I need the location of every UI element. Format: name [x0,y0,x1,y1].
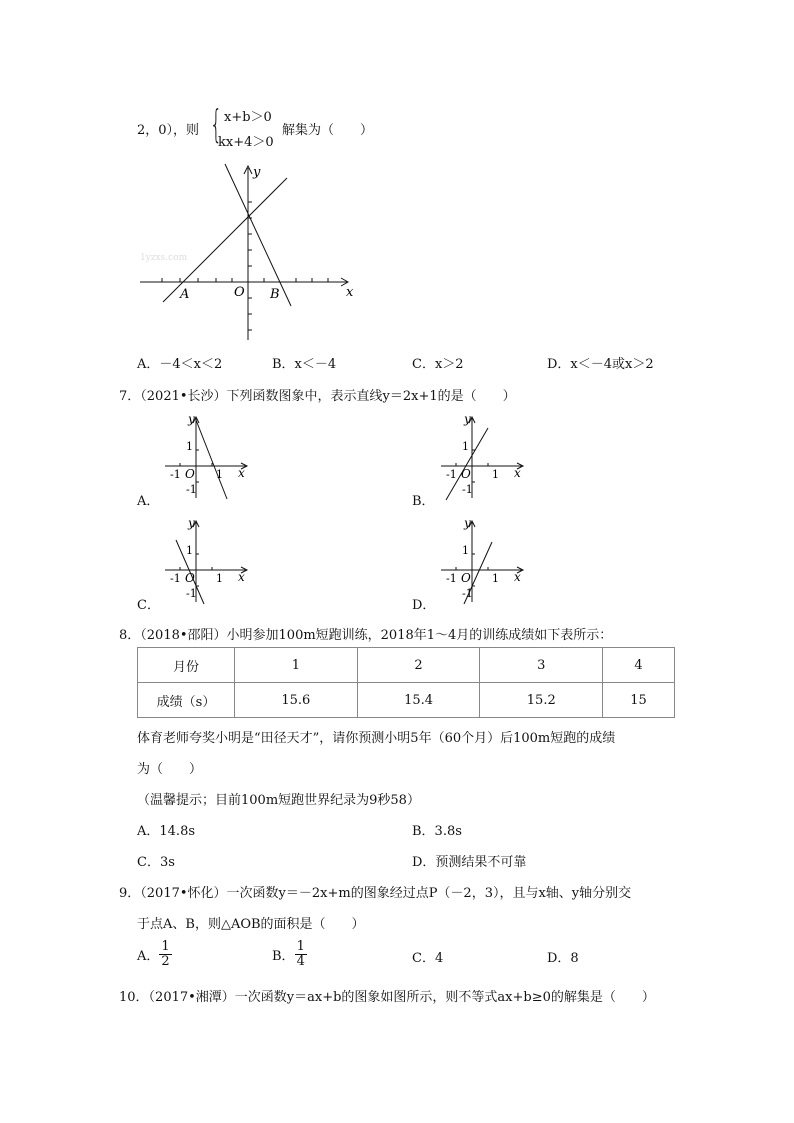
point-b-label: B [270,287,280,302]
system-brace: { [210,102,223,146]
svg-text:-1: -1 [446,468,457,481]
y-axis-label: y [253,165,261,180]
q6-graph [135,160,365,350]
svg-text:1: 1 [216,468,223,481]
svg-text:-1: -1 [170,468,181,481]
q8-hint: （温馨提示；目前100m短跑世界纪录为9秒58） [137,793,420,808]
q6-lead: 2，0），则 [137,123,200,138]
q6-watermark: 1yzxs.com [140,253,188,263]
table-cell: 15 [603,683,675,718]
x-axis-label: x [346,285,354,300]
q6-option-a[interactable]: A．－4＜x＜2 [137,357,223,372]
svg-text:-1: -1 [186,483,197,496]
table-cell: 月份 [138,648,235,683]
q7-graph-c [160,516,252,606]
svg-text:1: 1 [492,468,499,481]
table-cell: 15.2 [480,683,603,718]
q8-option-c[interactable]: C．3s [137,855,175,870]
svg-text:O: O [461,467,471,481]
fraction-one-half: $\frac{1}{2}$ [161,939,170,969]
svg-text:x: x [238,570,245,584]
q7-graph-b [436,412,528,502]
svg-text:O: O [185,467,195,481]
svg-text:-1: -1 [170,572,181,585]
q9-option-b[interactable]: B． $\frac{1}{4}$ [272,939,305,969]
svg-text:1: 1 [216,572,223,585]
svg-text:-1: -1 [462,483,473,496]
svg-text:O: O [461,571,471,585]
q7-graph-d [436,516,528,606]
table-cell: 3 [480,648,603,683]
table-cell: 15.6 [235,683,358,718]
svg-text:y: y [188,412,195,426]
svg-text:-1: -1 [446,572,457,585]
q7-graph-a [160,412,252,502]
q7-option-c[interactable]: C． [137,598,160,613]
q8-option-a[interactable]: A．14.8s [137,824,196,839]
q7-option-b[interactable]: B． [412,494,435,509]
table-cell: 1 [235,648,358,683]
q8-line-2: 为（ ） [137,762,203,777]
svg-text:-1: -1 [462,587,473,600]
svg-text:y: y [464,516,471,530]
q6-option-d[interactable]: D．x＜－4或x＞2 [547,357,654,372]
q8-text: 8．（2018•邵阳）小明参加100m短跑训练，2018年1～4月的训练成绩如下表所示： [119,628,613,643]
q6-option-b[interactable]: B．x＜－4 [272,357,337,372]
q10-text: 10．（2017•湘潭）一次函数y＝ax+b的图象如图所示，则不等式ax+b≥0的解集是（ ） [119,990,655,1005]
system-line-1: x+b＞0 [224,110,272,125]
q9-line-1: 9．（2017•怀化）一次函数y＝－2x+m的图象经过点P（－2，3），且与x轴、y轴分别交 [119,886,632,901]
table-cell: 4 [603,648,675,683]
svg-text:x: x [514,570,521,584]
q8-option-b[interactable]: B．3.8s [412,824,462,839]
svg-text:x: x [238,466,245,480]
q9-option-d[interactable]: D．8 [547,951,579,966]
svg-text:-1: -1 [186,587,197,600]
origin-label: O [234,285,245,300]
point-a-label: A [180,287,190,302]
q8-score-table [137,647,675,718]
q9-line-2: 于点A、B，则△AOB的面积是（ ） [137,917,365,932]
svg-text:1: 1 [492,572,499,585]
table-row [138,648,675,683]
svg-text:x: x [514,466,521,480]
system-line-2: kx+4＞0 [218,135,274,150]
q6-option-c[interactable]: C．x＞2 [412,357,464,372]
svg-text:O: O [185,571,195,585]
table-cell: 成绩（s） [138,683,235,718]
q7-option-d[interactable]: D． [412,598,436,613]
q9-option-a[interactable]: A． $\frac{1}{2}$ [137,939,170,969]
table-cell: 15.4 [357,683,480,718]
svg-text:1: 1 [462,440,469,453]
q8-option-d[interactable]: D．预测结果不可靠 [412,855,527,870]
line-through-A [163,178,287,302]
svg-text:1: 1 [462,544,469,557]
svg-text:y: y [464,412,471,426]
svg-text:1: 1 [186,544,193,557]
q6-tail: 解集为（ ） [282,123,374,138]
q8-line-1: 体育老师夸奖小明是“田径天才”，请你预测小明5年（60个月）后100m短跑的成绩 [137,731,616,746]
q7-a-line [196,420,227,499]
table-row [138,683,675,718]
svg-text:y: y [188,516,195,530]
fraction-one-quarter: $\frac{1}{4}$ [296,939,305,969]
table-cell: 2 [357,648,480,683]
svg-text:1: 1 [186,440,193,453]
q7-text: 7．（2021•长沙）下列函数图象中，表示直线y＝2x+1的是（ ） [119,389,516,404]
q7-option-a[interactable]: A． [137,494,160,509]
q9-option-c[interactable]: C．4 [412,951,444,966]
